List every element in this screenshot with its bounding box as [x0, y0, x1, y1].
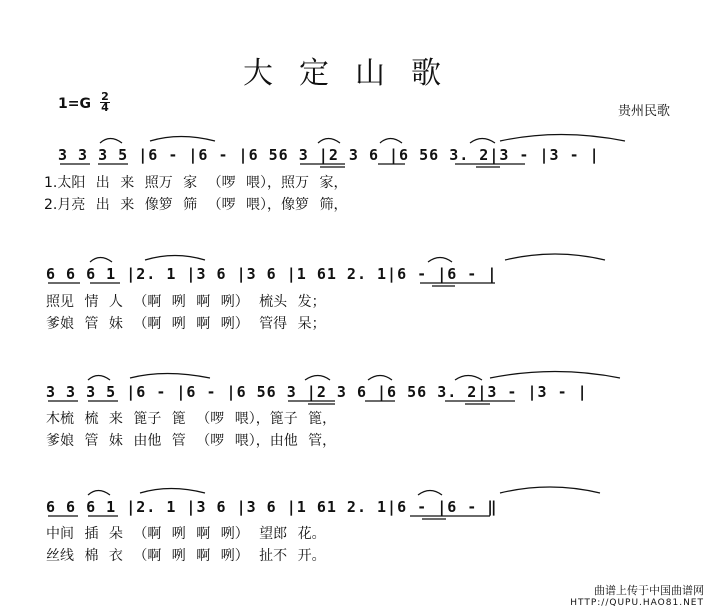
tie-mark	[140, 489, 205, 494]
slur-mark	[305, 376, 330, 381]
slur-mark	[418, 491, 442, 496]
slur-mark	[88, 376, 110, 381]
watermark-footer	[570, 585, 704, 609]
song-origin: 贵州民歌	[618, 104, 671, 119]
notation-line-4: 6 6 6 1 |2. 1 |3 6 |3 6 |1 61 2. 1|6 - |6 - ‖	[46, 498, 498, 516]
lyric-line-1-verse-1: 1.太阳 出 来 照万 家 （啰 喂），照万 家，	[44, 175, 348, 191]
tie-mark	[145, 256, 205, 261]
tie-mark	[150, 137, 215, 142]
lyric-line-3-verse-2: 爹娘 管 妹 由他 管 （啰 喂），由他 管，	[46, 433, 337, 449]
meter-denominator: 4	[101, 101, 109, 114]
lyric-line-2-verse-2: 爹娘 管 妹 （啊 咧 啊 咧） 管得 呆；	[46, 316, 326, 332]
notation-line-2: 6 6 6 1 |2. 1 |3 6 |3 6 |1 61 2. 1|6 - |6 - |	[46, 265, 498, 283]
lyric-line-2-verse-1: 照见 情 人 （啊 咧 啊 咧） 梳头 发；	[46, 294, 326, 310]
slur-mark	[100, 139, 122, 144]
key-signature: 1=G	[58, 96, 91, 112]
tie-mark	[490, 372, 620, 379]
lyric-line-4-verse-2: 丝线 棉 衣 （啊 咧 啊 咧） 扯不 开。	[46, 548, 326, 564]
notation-line-3: 3 3 3 5 |6 - |6 - |6 56 3 |2 3 6 |6 56 3. 2|3 - |3 - |	[46, 383, 588, 401]
song-title: 大定山歌	[243, 56, 467, 91]
footer-site-name: 曲谱上传于中国曲谱网	[594, 584, 704, 597]
lyric-line-3-verse-1: 木梳 梳 来 篦子 篦 （啰 喂），篦子 篦，	[46, 411, 337, 427]
slur-mark	[380, 139, 402, 144]
footer-site-url: HTTP://QUPU.HAO81.NET	[570, 598, 704, 608]
lyric-line-1-verse-2: 2.月亮 出 来 像箩 筛 （啰 喂），像箩 筛，	[44, 197, 348, 213]
tie-mark	[500, 487, 600, 493]
meter-numerator: 2	[101, 90, 109, 103]
tie-mark	[130, 374, 210, 379]
slur-mark	[470, 139, 495, 144]
slur-mark	[88, 491, 110, 496]
slur-mark	[455, 376, 482, 381]
lyric-line-4-verse-1: 中间 插 朵 （啊 咧 啊 咧） 望郎 花。	[46, 526, 326, 542]
slur-mark	[368, 376, 392, 381]
slur-mark	[90, 258, 112, 263]
tie-mark	[505, 254, 605, 260]
tie-mark	[500, 135, 625, 142]
slur-mark	[318, 139, 340, 144]
slur-mark	[428, 258, 452, 263]
notation-line-1: 3 3 3 5 |6 - |6 - |6 56 3 |2 3 6 |6 56 3. 2|3 - |3 - |	[58, 146, 600, 164]
